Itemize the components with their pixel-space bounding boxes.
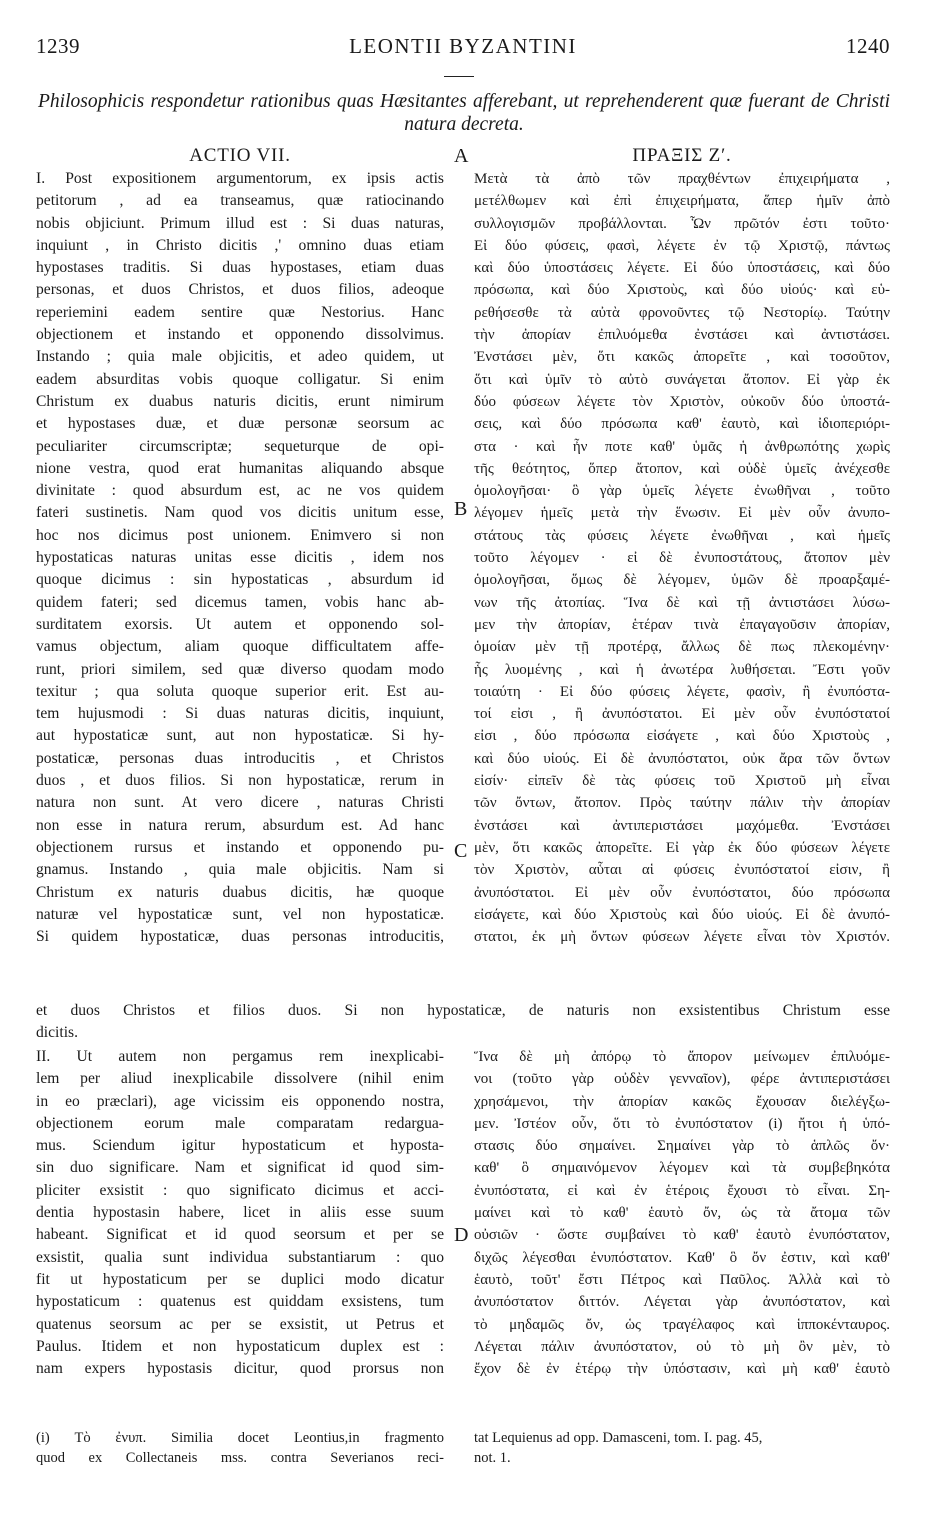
text-line: τοῦτο λέγομεν · εἰ δὲ ἐνυποστάτους, ἄτοπον μὲν <box>474 550 890 567</box>
text-line: tem hujusmodi : Si duas naturas dicitis, inquiunt, <box>36 705 444 723</box>
page-number-left: 1239 <box>36 34 80 58</box>
text-line: postaticæ, personas duas introducitis , et Christos <box>36 749 444 767</box>
text-line: στάτους τὰς φύσεις λέγετε ἐνωθῆναι , καὶ ἡμεῖς <box>474 527 890 544</box>
text-line: νοι (τοῦτο γὰρ οὐδὲν γενναῖον), φέρε ἀντιπεριστάσει <box>474 1071 890 1088</box>
margin-marker-b: B <box>454 498 468 520</box>
text-line: σεις, καὶ δύο πρόσωπα καθ' ἑαυτὸ, καὶ ἰδιοπεριόρι- <box>474 416 890 433</box>
text-line: μεν. Ἰστέον οὖν, ὅτι τὸ ἐνυπόστατον (i) ἤτοι ἡ ὑπό- <box>474 1115 890 1132</box>
page-number-right: 1240 <box>846 34 890 58</box>
text-line: ὅτι καὶ ὑμῖν τὸ αὐτὸ συνάγεται ἄτοπον. Εἰ γὰρ ἐκ <box>474 371 890 388</box>
full-width-line-end: dicitis. <box>36 1024 79 1041</box>
text-line: Ἐνστάσει μὲν, ὅτι κακῶς ἀπορεῖτε , καὶ τοσοῦτον, <box>474 349 890 366</box>
text-line: χρησάμενοι, τὴν ἀπορίαν κακῶς ἔχουσαν διελέγξω- <box>474 1093 890 1110</box>
text-line: καθ' ὃ σημαινόμενον λέγομεν καὶ τὰ συμβεβηκότα <box>474 1160 890 1177</box>
text-line: naturæ vel hypostaticæ sunt, vel non hypostaticæ. <box>36 905 444 923</box>
text-line: fit ut hypostaticum per se duplici modo dicatur <box>36 1270 444 1288</box>
text-line: εἰσι , δύο πρόσωπα εἰσάγετε , καὶ δύο Χριστοὺς , <box>474 728 890 745</box>
text-line: gnamus. Instando , quia male objicitis. Nam si <box>36 861 444 879</box>
text-line: καὶ δύο ὑποστάσεις λέγετε. Εἰ δύο ὑποστάσεις, καὶ δύο <box>474 260 890 277</box>
left-column-text-section-2 <box>36 1046 444 1380</box>
text-line: μαίνει καὶ τὸ καθ' ἑαυτὸ ὄν, ὡς τὰ ἄτομα τῶν <box>474 1205 890 1222</box>
text-line: nobis objiciunt. Primum illud est : Si duas naturas, <box>36 214 444 232</box>
text-line: hypostaticas naturas unitas esse dicitis , idem nos <box>36 549 444 567</box>
text-line: Christum ex duabus naturis dicitis, erunt nimirum <box>36 392 444 410</box>
text-line: στασις δύο σημαίνει. Σημαίνει γὰρ τὸ ἁπλῶς ὄν· <box>474 1138 890 1155</box>
text-line: καὶ δύο υἱούς. Εἰ δὲ ἀνυπόστατοι, οὐκ ἄρα τῶν ὄντων <box>474 750 890 767</box>
text-line: μετέλθωμεν καὶ ἐπὶ ἐπιχειρήματα, ἅπερ ἡμῖν ἀπὸ <box>474 193 890 210</box>
chapter-summary: Philosophicis respondetur rationibus quas Hæsitantes afferebant, ut reprehenderent quæ fuerant de Christi natura decreta. <box>38 91 890 135</box>
footnote-right <box>474 1428 890 1468</box>
text-line: quatenus seorsum ac per se exsistit, ut Petrus et <box>36 1315 444 1333</box>
running-title: LEONTII BYZANTINI <box>349 34 577 58</box>
text-line: inquiunt , in Christo dicitis ,' omnino duas etiam <box>36 236 444 254</box>
text-line: συλλογισμῶν προβάλλονται. Ὧν πρῶτόν ἐστι τοῦτο· <box>474 215 890 232</box>
text-line: mus. Sciendum igitur hypostaticum et hyposta- <box>36 1137 444 1155</box>
text-line: στα · καὶ ἦν ποτε καθ' ὑμᾶς ἡ ἀνθρωπότης χωρὶς <box>474 438 890 455</box>
text-line: ἐνστάσει καὶ ἀντιπεριστάσει μαχόμεθα. Ἐνστάσει <box>474 817 890 834</box>
text-line: ὁμολογῆσαι, ὅμως δὲ λέγομεν, ὑμῶν δὲ προαρξαμέ- <box>474 572 890 589</box>
text-line: ἔχον δὲ ἐν ἑτέρῳ τὴν ὑπόστασιν, καὶ μὴ καθ' ἑαυτὸ <box>474 1361 890 1378</box>
text-line: et hypostases duæ, et duæ personæ seorsum ac <box>36 415 444 433</box>
text-line: peculiariter circumscriptæ; sequeturque de opi- <box>36 437 444 455</box>
right-column-heading: ΠΡΑΞΙΣ Ζʹ. <box>632 145 732 166</box>
margin-marker-a: A <box>454 145 469 167</box>
text-line: duos , et duos filios. Si non hypostaticæ, rerum in <box>36 772 444 790</box>
text-line: ἧς λυομένης , καὶ ἡ ἀνωτέρα λυθήσεται. Ἔστι γοῦν <box>474 661 890 678</box>
text-line: quoque dicimus : sin hypostaticas , absurdum id <box>36 571 444 589</box>
text-line: νων τῆς ἀτοπίας. Ἵνα δὲ καὶ τῇ ἀντιστάσει λύσω- <box>474 594 890 611</box>
text-line: τὴν ἀπορίαν ἐπιλυόμεθα ἐνστάσει καὶ ἀντιστάσει. <box>474 327 890 344</box>
text-line: διχῶς λέγεσθαι ἐνυπόστατον. Καθ' ὃ ὄν ἐστιν, καὶ καθ' <box>474 1249 890 1266</box>
text-line: τοί εἰσι , ἢ ἀνυπόστατοι. Εἰ μὲν οὖν ἐνυπόστατοί <box>474 706 890 723</box>
footnote-left <box>36 1428 444 1468</box>
text-line: hypostases traditis. Si duas hypostases, etiam duas <box>36 259 444 277</box>
text-line: dentia hypostasin habere, licet in aliis esse suum <box>36 1204 444 1222</box>
text-line: I. Post expositionem argumentorum, ex ipsis actis <box>36 170 444 187</box>
text-line: τὸ μηδαμῶς ὄν, ὡς τραγέλαφος καὶ ἱπποκένταυρος. <box>474 1316 890 1333</box>
text-line: ρεθήσεσθε τὰ αὐτὰ φρονοῦντες τῷ Νεστορίῳ. Ταύτην <box>474 304 890 321</box>
text-line: divinitate : quod absurdum est, ac ne vos quidem <box>36 482 444 500</box>
text-line: οὐσιῶν · ὥστε συμβαίνει τὸ καθ' ἑαυτὸ ἐνυπόστατον, <box>474 1227 890 1244</box>
right-column-text-section-2 <box>474 1046 890 1380</box>
text-line: aut hypostaticæ sunt, aut non hypostaticæ. Si hy- <box>36 727 444 745</box>
text-line: Μετὰ τὰ ἀπὸ τῶν πραχθέντων ἐπιχειρήματα , <box>474 171 890 187</box>
text-line: lem per aliud inexplicabile dissolvere (nihil enim <box>36 1070 444 1088</box>
text-line: exsistit, qualia sunt individua substantiarum : quo <box>36 1248 444 1266</box>
text-line: texitur ; qua soluta quoque superior erit. Est au- <box>36 682 444 700</box>
text-line: objectionem eorum male comparatam redargua- <box>36 1114 444 1132</box>
text-line: τοιαύτη · Εἰ δύο φύσεις λέγετε, φασὶν, ἢ ἐνυπόστα- <box>474 683 890 700</box>
header-rule <box>444 76 474 77</box>
text-line: surditatem exorsis. Ut autem et opponendo sol- <box>36 615 444 633</box>
text-line: hoc nos dicimus post unionem. Enimvero si non <box>36 526 444 544</box>
text-line: pliciter exsistit : quo significato dicimus et acci- <box>36 1181 444 1199</box>
text-line: II. Ut autem non pergamus rem inexplicabi- <box>36 1048 444 1065</box>
text-line: habeant. Significat et id quod seorsum et per se <box>36 1226 444 1244</box>
text-line: (i) Τὸ ἐνυπ. Similia docet Leontius,in fragmento <box>36 1430 444 1446</box>
text-line: εἰσίν· εἰπεῖν δὲ τὰς φύσεις τοῦ Χριστοῦ μὴ εἶναι <box>474 773 890 790</box>
margin-marker-d: D <box>454 1224 469 1246</box>
text-line: eadem absurditas vobis quoque colligatur. Si enim <box>36 370 444 388</box>
text-line: ἐνυπόστατα, εἰ καὶ ἐν ἑτέροις ἔχουσι τὸ εἶναι. Ση- <box>474 1182 890 1199</box>
text-line: nione vestra, quod erat humanitas aliquando absque <box>36 459 444 477</box>
text-line: objectionem rursus et instando et opponendo pu- <box>36 838 444 856</box>
text-line: Christum ex naturis duabus dicitis, hæ quoque <box>36 883 444 901</box>
text-line: reperiemini eadem sentire quæ Nestorius. Hanc <box>36 303 444 321</box>
text-line: τῶν ὄντων, ἄτοπον. Πρὸς ταύτην πάλιν τὴν ἀπορίαν <box>474 795 890 812</box>
text-line: Instando ; quia male objicitis, et adeo quidem, ut <box>36 348 444 366</box>
text-line: τῆς θεότητος, ὅπερ ἄτοπον, καὶ οὐδὲ ὑμεῖς ἀνέχεσθε <box>474 460 890 477</box>
text-line: personas, et duos Christos, et duos filios, adeoque <box>36 281 444 299</box>
text-line: Εἰ δύο φύσεις, φασὶ, λέγετε ἐν τῷ Χριστῷ, πάντως <box>474 237 890 254</box>
text-line: τὸν Χριστὸν, αὗται αἱ φύσεις ἐνυπόστατοί εἰσιν, ἢ <box>474 862 890 879</box>
text-line: petitorum , ad ea transeamus, quæ ratiocinando <box>36 192 444 210</box>
text-line: Λέγεται πάλιν ἀνυπόστατον, οὐ τὸ μὴ ὂν μὲν, τὸ <box>474 1338 890 1355</box>
text-line: in eo præclari), age vicissim eis opponendo nostra, <box>36 1092 444 1110</box>
text-line: objectionem et instando et opponendo dissolvimus. <box>36 326 444 344</box>
text-line: ὁμοίαν μὲν τῇ προτέρᾳ, ἄλλως δὲ πως πλεκομένην· <box>474 639 890 656</box>
text-line: non esse in natura rerum, absurdum est. Ad hanc <box>36 816 444 834</box>
left-column-text <box>36 168 444 948</box>
text-line: tat Lequienus ad opp. Damasceni, tom. I. pag. 45, <box>474 1430 763 1446</box>
text-line: hypostaticum : quatenus est quiddam exsistens, tum <box>36 1293 444 1311</box>
full-width-line: et duos Christos et filios duos. Si non hypostaticæ, de naturis non exsistentibus Christum esse <box>36 1002 890 1019</box>
text-line: nam expers hypostasis dicitur, quod prorsus non <box>36 1360 444 1378</box>
text-line: μεν τὴν ἀπορίαν, ἑτέραν τινὰ ἐπαγαγοῦσιν ἀπορίαν, <box>474 616 890 633</box>
text-line: πρόσωπα, καὶ δύο Χριστοὺς, καὶ δύο υἱούς· καὶ εὑ- <box>474 282 890 299</box>
text-line: vamus objectum, aliam quoque difficultatem affe- <box>36 638 444 656</box>
text-line: ὁμολογῆσαι· ὃ γὰρ ὑμεῖς λέγετε ἐνωθῆναι , τοῦτο <box>474 483 890 500</box>
text-line: quidem fateri; sed dicemus tamen, vobis hanc ab- <box>36 593 444 611</box>
text-line: not. 1. <box>474 1450 511 1466</box>
text-line: δύο φύσεων λέγετε τὸν Χριστὸν, οὐκοῦν δύο ὑποστά- <box>474 393 890 410</box>
text-line: Ἵνα δὲ μὴ ἀπόρῳ τὸ ἄπορον μείνωμεν ἐπιλυόμε- <box>474 1049 890 1065</box>
right-column-text <box>474 168 890 948</box>
left-column-heading: ACTIO VII. <box>189 145 291 166</box>
text-line: Si quidem hypostaticæ, duas personas introducitis, <box>36 928 444 946</box>
text-line: ἀνυπόστατον διττόν. Λέγεται γὰρ ἀνυπόστατον, καὶ <box>474 1294 890 1311</box>
text-line: fateri sustinetis. Nam quod vos dicitis unitum esse, <box>36 504 444 522</box>
text-line: Paulus. Itidem et non hypostaticum duplex est : <box>36 1337 444 1355</box>
text-line: natura non sunt. At vero dicere , naturas Christi <box>36 794 444 812</box>
text-line: sin duo significare. Nam et significat id quod sim- <box>36 1159 444 1177</box>
text-line: runt, priori similem, sed quæ diverso quodam modo <box>36 660 444 678</box>
text-line: εἰσάγετε, καὶ δύο Χριστοὺς καὶ δύο υἱούς. Εἰ δὲ ἀνυπό- <box>474 906 890 923</box>
text-line: λέγομεν ἡμεῖς μετὰ τὴν ἕνωσιν. Εἰ μὲν οὖν ἀνυπο- <box>474 505 890 522</box>
text-line: quod ex Collectaneis mss. contra Severianos reci- <box>36 1450 444 1466</box>
margin-marker-c: C <box>454 840 468 862</box>
text-line: ἀνυπόστατοι. Εἰ μὲν οὖν ἐνυπόστατοι, δύο πρόσωπα <box>474 884 890 901</box>
text-line: στατοι, ἐκ μὴ ὄντων φύσεων λέγετε εἶναι τὸν Χριστόν. <box>474 929 890 946</box>
text-line: ἑαυτὸ, τοῦτ' ἔστι Πέτρος καὶ Παῦλος. Ἀλλὰ καὶ τὸ <box>474 1271 890 1288</box>
text-line: μὲν, ὅτι κακῶς ἀπορεῖτε. Εἰ γὰρ ἐκ δύο φύσεων λέγετε <box>474 839 890 856</box>
